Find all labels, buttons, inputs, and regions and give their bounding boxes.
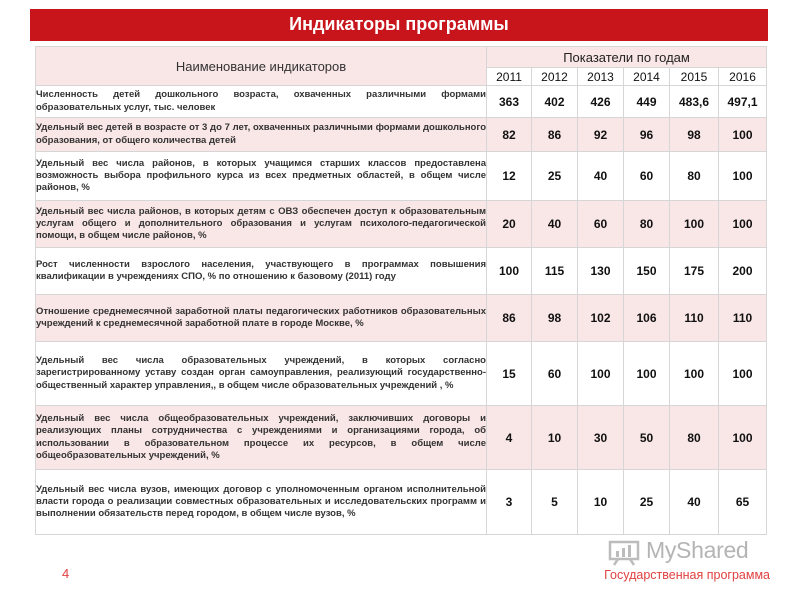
indicator-value-2012: 98 bbox=[532, 295, 578, 342]
year-header-2014: 2014 bbox=[624, 68, 670, 86]
indicator-value-2014: 150 bbox=[624, 248, 670, 295]
indicator-value-2013: 426 bbox=[578, 86, 624, 118]
indicator-name: Численность детей дошкольного возраста, охваченных различными формами образовательных услуг, тыс. человек bbox=[36, 86, 487, 118]
indicator-value-2011: 15 bbox=[487, 342, 532, 406]
indicator-value-2015: 80 bbox=[670, 406, 719, 470]
indicator-value-2012: 5 bbox=[532, 470, 578, 535]
watermark bbox=[608, 536, 768, 568]
indicator-value-2015: 175 bbox=[670, 248, 719, 295]
table-body bbox=[36, 86, 767, 535]
indicator-value-2014: 106 bbox=[624, 295, 670, 342]
indicator-value-2014: 96 bbox=[624, 118, 670, 152]
indicator-value-2014: 100 bbox=[624, 342, 670, 406]
indicator-value-2015: 80 bbox=[670, 152, 719, 201]
indicator-value-2012: 86 bbox=[532, 118, 578, 152]
indicator-value-2016: 100 bbox=[719, 152, 767, 201]
indicator-value-2015: 98 bbox=[670, 118, 719, 152]
indicator-value-2016: 100 bbox=[719, 406, 767, 470]
indicator-name: Удельный вес числа вузов, имеющих договор с уполномоченным органом исполнительной власти города о реализации совместных образовательных и исследовательских программ и выполнении обязательств перед городом, в общем числе вузов, % bbox=[36, 470, 487, 535]
indicator-value-2013: 10 bbox=[578, 470, 624, 535]
indicator-value-2016: 100 bbox=[719, 342, 767, 406]
indicator-value-2016: 65 bbox=[719, 470, 767, 535]
indicator-value-2012: 60 bbox=[532, 342, 578, 406]
indicator-value-2015: 100 bbox=[670, 342, 719, 406]
table-row bbox=[36, 342, 767, 406]
years-header: Показатели по годам bbox=[487, 47, 767, 68]
year-header-2015: 2015 bbox=[670, 68, 719, 86]
indicator-value-2011: 363 bbox=[487, 86, 532, 118]
watermark-text: MyShared bbox=[646, 537, 749, 563]
indicator-value-2016: 110 bbox=[719, 295, 767, 342]
indicator-value-2016: 497,1 bbox=[719, 86, 767, 118]
indicator-value-2015: 100 bbox=[670, 201, 719, 248]
year-header-2013: 2013 bbox=[578, 68, 624, 86]
indicator-name: Удельный вес числа общеобразовательных учреждений, заключивших договоры и реализующих планы сотрудничества с учреждениями и организациями города, об использовании в образовательном процессе их ресурсов, в общем числе общеобразовательных учреждений, % bbox=[36, 406, 487, 470]
page-number: 4 bbox=[62, 566, 70, 581]
indicator-value-2011: 3 bbox=[487, 470, 532, 535]
presentation-board-icon bbox=[608, 540, 642, 566]
indicator-value-2011: 12 bbox=[487, 152, 532, 201]
page-title: Индикаторы программы bbox=[30, 9, 768, 41]
indicator-value-2016: 100 bbox=[719, 118, 767, 152]
indicator-value-2016: 100 bbox=[719, 201, 767, 248]
indicator-name: Удельный вес числа районов, в которых детям с ОВЗ обеспечен доступ к образовательным услугам общего и дополнительного образования и услугам психолого-педагогической помощи, в общем числе районов, % bbox=[36, 201, 487, 248]
table-row bbox=[36, 295, 767, 342]
indicator-name: Удельный вес числа районов, в которых учащимся старших классов предоставлена возможность выбора профильного курса из всех предметных областей, в общем числе районов, % bbox=[36, 152, 487, 201]
indicator-value-2011: 4 bbox=[487, 406, 532, 470]
indicator-value-2012: 115 bbox=[532, 248, 578, 295]
indicator-value-2016: 200 bbox=[719, 248, 767, 295]
table-row bbox=[36, 248, 767, 295]
indicator-value-2011: 82 bbox=[487, 118, 532, 152]
indicator-name: Удельный вес числа образовательных учреждений, в которых согласно зарегистрированному уставу создан орган самоуправления, реализующий государственно-общественный характер управления,, в общем числе образовательных учреждений , % bbox=[36, 342, 487, 406]
indicator-name: Рост численности взрослого населения, участвующего в программах повышения квалификации в учреждениях СПО, % по отношению к базовому (2011) году bbox=[36, 248, 487, 295]
indicator-value-2013: 60 bbox=[578, 201, 624, 248]
table-row bbox=[36, 470, 767, 535]
indicator-value-2015: 40 bbox=[670, 470, 719, 535]
indicator-value-2014: 449 bbox=[624, 86, 670, 118]
indicator-value-2012: 10 bbox=[532, 406, 578, 470]
year-header-2012: 2012 bbox=[532, 68, 578, 86]
indicator-value-2011: 86 bbox=[487, 295, 532, 342]
indicator-value-2011: 100 bbox=[487, 248, 532, 295]
indicator-value-2012: 25 bbox=[532, 152, 578, 201]
indicator-value-2013: 100 bbox=[578, 342, 624, 406]
table-row bbox=[36, 118, 767, 152]
year-header-2016: 2016 bbox=[719, 68, 767, 86]
indicator-value-2012: 40 bbox=[532, 201, 578, 248]
indicator-value-2011: 20 bbox=[487, 201, 532, 248]
indicator-name: Удельный вес детей в возрасте от 3 до 7 лет, охваченных различными формами дошкольного образования, от общего количества детей bbox=[36, 118, 487, 152]
indicator-value-2014: 50 bbox=[624, 406, 670, 470]
indicator-value-2013: 30 bbox=[578, 406, 624, 470]
indicator-name-header: Наименование индикаторов bbox=[36, 47, 487, 86]
table-row bbox=[36, 152, 767, 201]
indicator-value-2015: 110 bbox=[670, 295, 719, 342]
table-row bbox=[36, 201, 767, 248]
indicator-value-2012: 402 bbox=[532, 86, 578, 118]
indicators-table bbox=[35, 46, 767, 535]
indicator-value-2015: 483,6 bbox=[670, 86, 719, 118]
year-header-2011: 2011 bbox=[487, 68, 532, 86]
indicator-value-2013: 130 bbox=[578, 248, 624, 295]
indicator-value-2013: 92 bbox=[578, 118, 624, 152]
table-row bbox=[36, 406, 767, 470]
indicator-value-2014: 60 bbox=[624, 152, 670, 201]
table-row bbox=[36, 86, 767, 118]
indicator-name: Отношение среднемесячной заработной платы педагогических работников образовательных учреждений к среднемесячной заработной плате в городе Москве, % bbox=[36, 295, 487, 342]
indicator-value-2013: 40 bbox=[578, 152, 624, 201]
indicator-value-2014: 80 bbox=[624, 201, 670, 248]
indicator-value-2014: 25 bbox=[624, 470, 670, 535]
footer-program-label: Государственная программа bbox=[604, 568, 770, 582]
indicator-value-2013: 102 bbox=[578, 295, 624, 342]
